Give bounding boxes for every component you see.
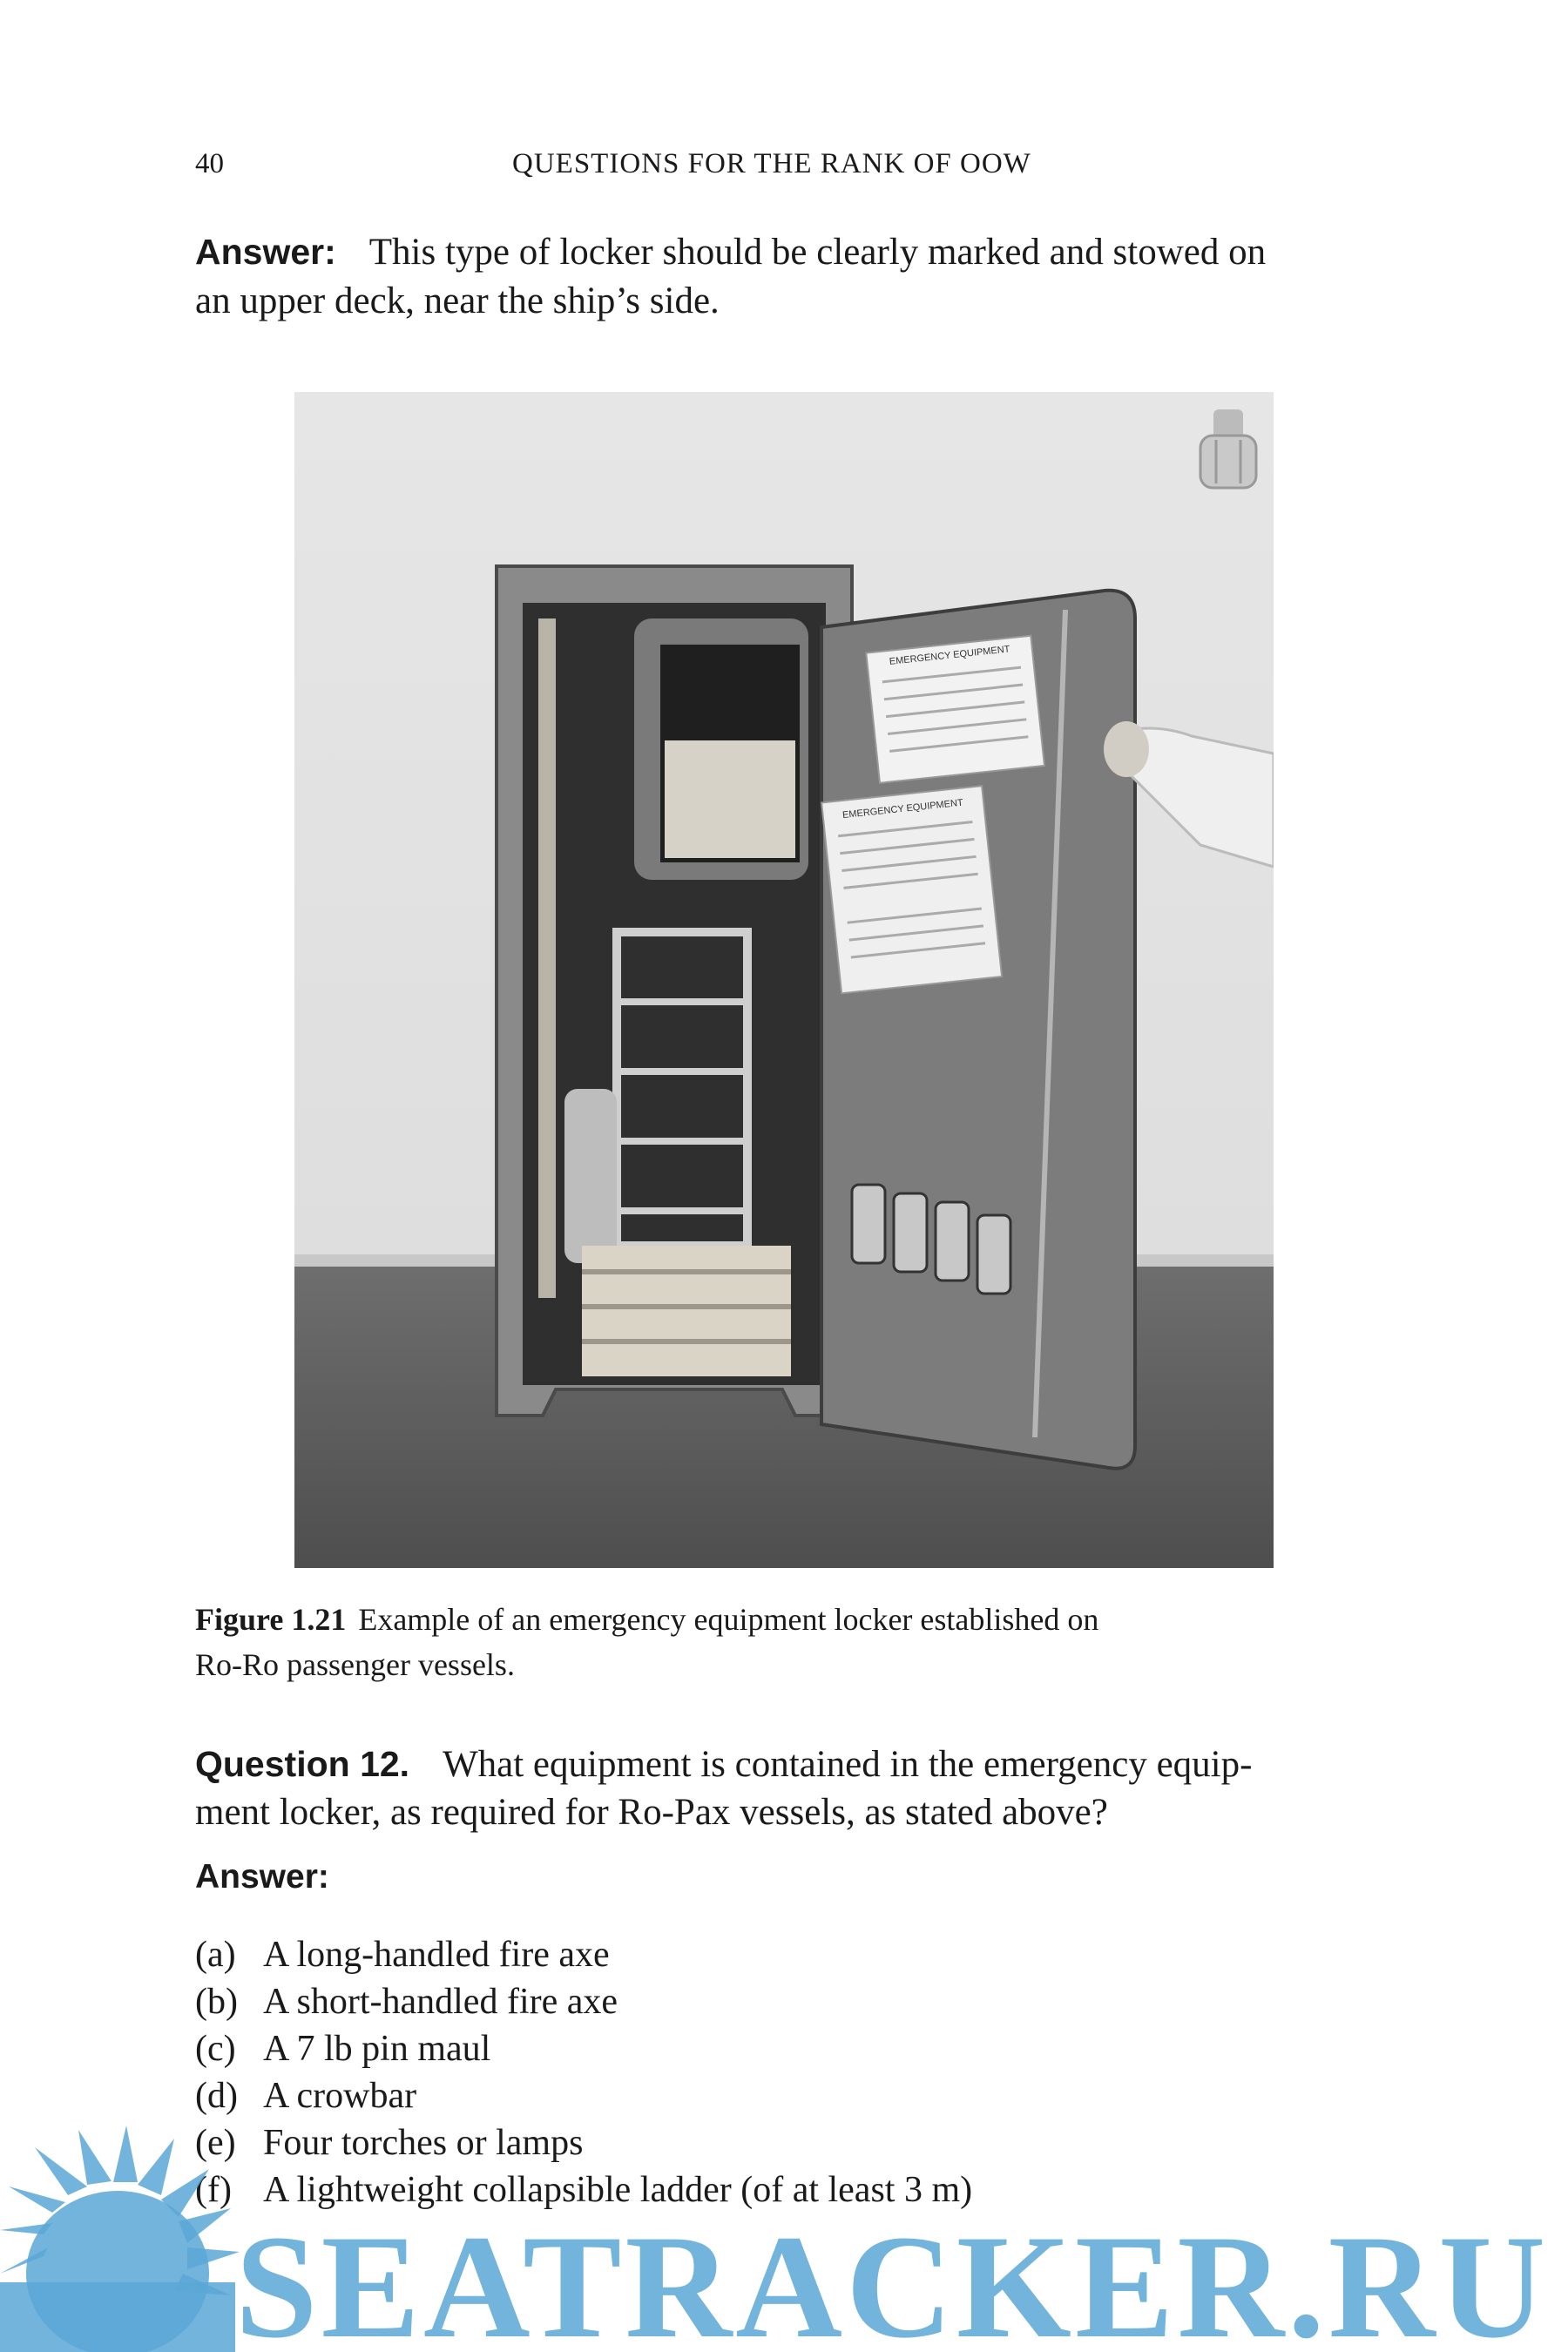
running-header: QUESTIONS FOR THE RANK OF OOW: [512, 148, 1031, 179]
watermark: [0, 2108, 1568, 2352]
list-item-text: A crowbar: [263, 2076, 417, 2116]
question-label: Question 12.: [195, 1744, 410, 1784]
page-number: 40: [195, 148, 224, 179]
stowed-items: [665, 740, 795, 858]
locker-photo-illustration: [294, 392, 1274, 1568]
list-item: [195, 2025, 972, 2072]
question-text-line2: ment locker, as required for Ro-Pax vessels, as stated above?: [195, 1792, 1108, 1833]
long-axe: [538, 618, 556, 1298]
list-item: [195, 1978, 972, 2025]
list-item-label: (e): [195, 2123, 236, 2163]
door-sign-1: [866, 636, 1044, 783]
figure-photo: [294, 392, 1274, 1568]
list-item-text: A lightweight collapsible ladder (of at least 3 m): [263, 2170, 973, 2210]
answer-text-line1: This type of locker should be clearly marked and stowed on: [368, 232, 1267, 273]
svg-text:EMERGENCY EQUIPMENT: EMERGENCY EQUIPMENT: [841, 797, 964, 821]
list-item-text: A short-handled fire axe: [263, 1982, 618, 2022]
sun-logo-icon: [0, 2126, 240, 2352]
watermark-text: SEATRACKER.RU: [235, 2205, 1550, 2352]
answer-paragraph: [195, 228, 1415, 276]
list-item-text: A long-handled fire axe: [263, 1935, 610, 1975]
locker-body: [497, 566, 852, 1416]
list-item-text: A 7 lb pin maul: [263, 2029, 491, 2069]
caption-line2: Ro-Ro passenger vessels.: [195, 1647, 515, 1682]
answer-label: Answer:: [195, 232, 336, 272]
list-item-label: (c): [195, 2029, 236, 2069]
question-text-line1: What equipment is contained in the emergency equip-: [443, 1744, 1253, 1785]
list-item-text: Four torches or lamps: [263, 2123, 584, 2163]
question-paragraph: [195, 1740, 1415, 1788]
caption-line1: Example of an emergency equipment locker established on: [358, 1602, 1099, 1637]
svg-text:EMERGENCY EQUIPMENT: EMERGENCY EQUIPMENT: [889, 644, 1010, 667]
list-item-label: (d): [195, 2076, 238, 2116]
rescue-bag: [564, 1089, 617, 1263]
figure-caption: [195, 1597, 1310, 1687]
answer-heading: Answer:: [195, 1858, 329, 1896]
door-sign-2: [821, 786, 1002, 993]
answer-text-line2: an upper deck, near the ship’s side.: [195, 280, 720, 321]
locker-door: [821, 591, 1135, 1469]
rope-ladder: [582, 1246, 791, 1376]
list-item-label: (b): [195, 1982, 238, 2022]
list-item-label: (f): [195, 2170, 232, 2210]
list-item-label: (a): [195, 1935, 236, 1975]
list-item: [195, 1931, 972, 1978]
figure-label: Figure 1.21: [195, 1602, 347, 1637]
